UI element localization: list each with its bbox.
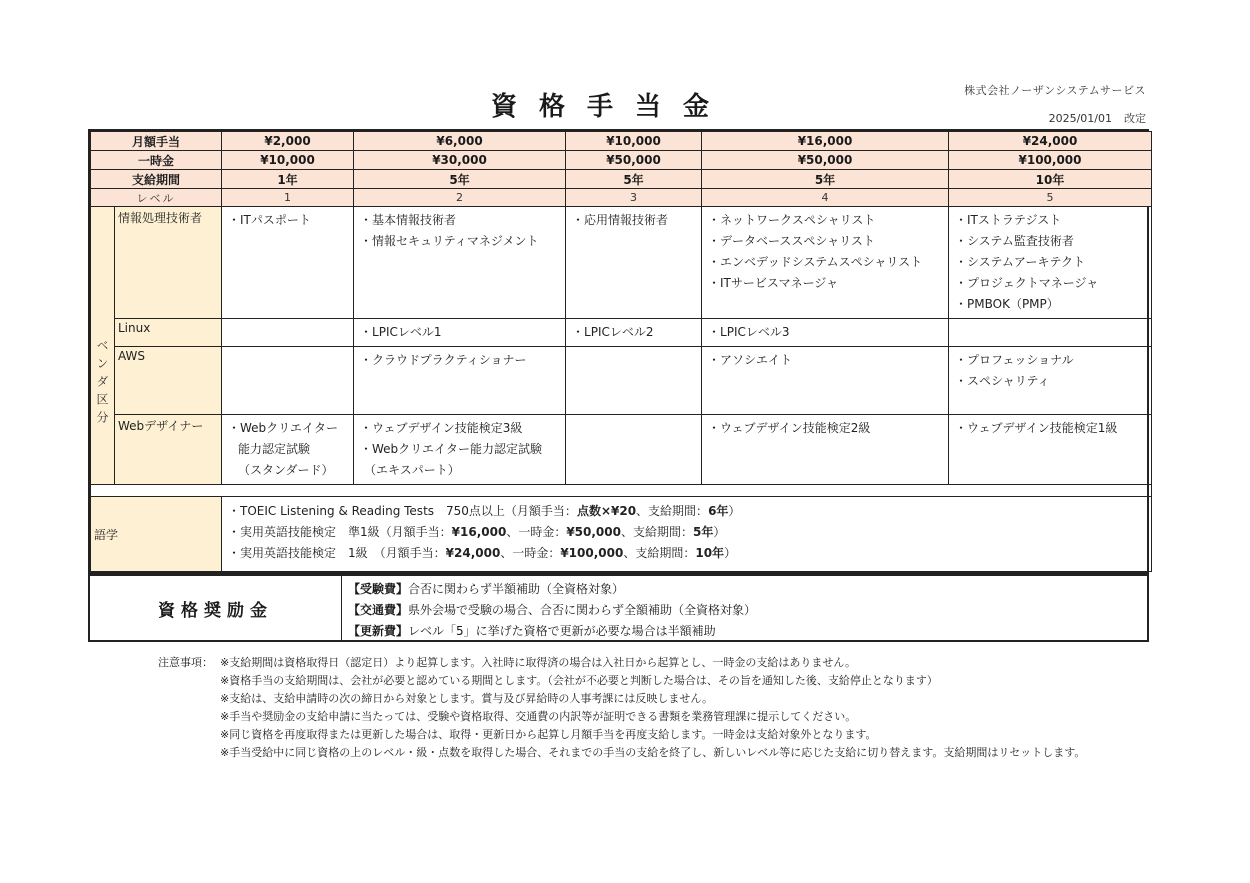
text-bold: ¥100,000 (560, 546, 624, 560)
note-text: ※手当受給中に同じ資格の上のレベル・級・点数を取得した場合、それまでの手当の支給を終了し、新しいレベル等に応じた支給に切り替えます。支給期間はリセットします。 (220, 746, 1086, 759)
incentive-text: 合否に関わらず半額補助（全資格対象） (408, 582, 625, 596)
cert-item: （エキスパート） (364, 463, 460, 477)
cert-cell (949, 415, 1152, 485)
note-text: ※支給期間は資格取得日（認定日）より起算します。入社時に取得済の場合は入社日から起算とし、一時金の支給はありません。 (220, 656, 856, 669)
lump-sum-value: ¥30,000 (354, 151, 566, 170)
period-value: 10年 (949, 170, 1152, 189)
monthly-value: ¥16,000 (702, 132, 949, 151)
cert-item: ・基本情報技術者 (360, 213, 457, 227)
revised-label: 改定 (1124, 112, 1146, 125)
text: 、支給期間： (623, 546, 696, 560)
text: 、支給期間： (620, 525, 693, 539)
notes-indent (158, 708, 220, 726)
text-bold: ¥16,000 (451, 525, 507, 539)
incentive-key: 【更新費】 (348, 624, 409, 638)
revision-info (1049, 110, 1146, 126)
company-name: 株式会社ノーザンシステムサービス (964, 84, 1146, 97)
language-label: 語学 (91, 497, 222, 572)
note-row (158, 690, 1085, 708)
cert-cell (702, 347, 949, 415)
notes-indent (158, 690, 220, 708)
category-label: AWS (115, 347, 222, 415)
cert-cell (702, 207, 949, 319)
cert-cell (354, 207, 566, 319)
row-label-lump-sum: 一時金 (91, 151, 222, 170)
cert-cell (949, 207, 1152, 319)
notes-indent (158, 672, 220, 690)
cert-item: ・ウェブデザイン技能検定3級 (360, 421, 523, 435)
level-value: 2 (354, 189, 566, 207)
monthly-value: ¥2,000 (222, 132, 354, 151)
period-value: 5年 (354, 170, 566, 189)
allowance-table (88, 129, 1149, 574)
note-text: ※支給は、支給申請時の次の締日から対象とします。賞与及び昇給時の人事考課には反映しません。 (220, 692, 713, 705)
notes-label: 注意事項： (158, 656, 213, 669)
spacer-row (91, 485, 1152, 497)
monthly-value: ¥10,000 (566, 132, 702, 151)
note-row (158, 672, 1085, 690)
level-value: 3 (566, 189, 702, 207)
text: ・実用英語技能検定 準1級（月額手当： (228, 525, 452, 539)
cert-cell (222, 347, 354, 415)
cert-item: ・Webクリエイター能力認定試験 (360, 442, 542, 456)
incentive-box (88, 574, 1149, 642)
cert-cell (354, 415, 566, 485)
cert-item: ・ITパスポート (228, 213, 311, 227)
language-row (91, 497, 1152, 572)
cert-item: ・ネットワークスペシャリスト (708, 213, 876, 227)
note-row (158, 726, 1085, 744)
notes-indent (158, 726, 220, 744)
cert-item: ・データベーススペシャリスト (708, 234, 875, 248)
text-bold: 10年 (695, 546, 725, 560)
text: ・実用英語技能検定 1級 （月額手当： (228, 546, 446, 560)
cert-item: ・プロフェッショナル (955, 353, 1074, 367)
cert-item: ・クラウドプラクティショナー (360, 353, 527, 367)
cert-item: ・LPICレベル3 (708, 325, 790, 339)
text-bold: ¥50,000 (566, 525, 621, 539)
cert-item: ・システムアーキテクト (955, 255, 1085, 269)
monthly-value: ¥6,000 (354, 132, 566, 151)
cert-cell (566, 207, 702, 319)
cert-cell (566, 347, 702, 415)
cert-item: （スタンダード） (238, 463, 334, 477)
text: ） (713, 525, 726, 539)
cert-item: ・情報セキュリティマネジメント (360, 234, 539, 248)
category-row-info-processing (91, 207, 1152, 319)
language-item-toeic (228, 501, 1145, 522)
category-label: 情報処理技術者 (115, 207, 222, 319)
cert-item: ・システム監査技術者 (955, 234, 1074, 248)
cert-item: ・エンベデッドシステムスペシャリスト (708, 255, 923, 269)
page-title: 資格手当金 (490, 92, 731, 122)
cert-item: ・アソシエイト (708, 353, 793, 367)
level-value: 5 (949, 189, 1152, 207)
row-label-monthly: 月額手当 (91, 132, 222, 151)
monthly-row (91, 132, 1152, 151)
cert-cell (949, 319, 1152, 347)
text-bold: 点数×¥20 (576, 504, 637, 518)
text: 、一時金： (500, 546, 561, 560)
cert-cell (354, 347, 566, 415)
language-cell (222, 497, 1152, 572)
category-row-aws (91, 347, 1152, 415)
incentive-text: 県外会場で受験の場合、合否に関わらず全額補助（全資格対象） (408, 603, 757, 617)
text: ） (728, 504, 741, 518)
category-label: Linux (115, 319, 222, 347)
lump-sum-row (91, 151, 1152, 170)
incentive-body (342, 576, 762, 640)
text: 、支給期間： (636, 504, 709, 518)
text: 、一時金： (506, 525, 567, 539)
note-text: ※同じ資格を再度取得または更新した場合は、取得・更新日から起算し月額手当を再度支給します。一時金は支給対象外となります。 (220, 728, 877, 741)
incentive-key: 【受験費】 (348, 582, 409, 596)
note-text: ※資格手当の支給期間は、会社が必要と認めている期間とします。（会社が不必要と判断した場合は、その旨を通知した後、支給停止となります） (220, 674, 938, 687)
period-row (91, 170, 1152, 189)
monthly-value: ¥24,000 (949, 132, 1152, 151)
vendor-label-cell (91, 207, 115, 485)
row-label-level: レベル (91, 189, 222, 207)
cert-item: ・LPICレベル2 (572, 325, 654, 339)
text-bold: 5年 (693, 525, 714, 539)
lump-sum-value: ¥100,000 (949, 151, 1152, 170)
lump-sum-value: ¥10,000 (222, 151, 354, 170)
incentive-key: 【交通費】 (348, 603, 409, 617)
note-row (158, 654, 1085, 672)
note-row (158, 708, 1085, 726)
cert-item: 能力認定試験 (238, 442, 311, 456)
level-value: 1 (222, 189, 354, 207)
note-text: ※手当や奨励金の支給申請に当たっては、受験や資格取得、交通費の内訳等が証明できる書類を業務管理課に提示してください。 (220, 710, 857, 723)
language-item-eiken-pre1 (228, 522, 1145, 543)
period-value: 5年 (702, 170, 949, 189)
revised-date: 2025/01/01 (1048, 112, 1112, 125)
incentive-title: 資格奨励金 (90, 576, 342, 640)
notes-section (158, 654, 1085, 762)
text: ・TOEIC Listening & Reading Tests 750点以上（月額手当： (228, 504, 577, 518)
period-value: 1年 (222, 170, 354, 189)
cert-cell (354, 319, 566, 347)
incentive-row-transport (348, 600, 756, 621)
cert-cell (222, 207, 354, 319)
text-bold: ¥24,000 (445, 546, 501, 560)
incentive-row-renewal (348, 621, 756, 642)
note-row (158, 744, 1085, 762)
cert-item: ・ウェブデザイン技能検定1級 (955, 421, 1118, 435)
period-value: 5年 (566, 170, 702, 189)
cert-cell (949, 347, 1152, 415)
cert-cell (702, 319, 949, 347)
row-label-period: 支給期間 (91, 170, 222, 189)
lump-sum-value: ¥50,000 (702, 151, 949, 170)
cert-cell (566, 319, 702, 347)
cert-cell (222, 319, 354, 347)
text: ） (724, 546, 737, 560)
language-item-eiken-1 (228, 543, 1145, 564)
cert-item: ・LPICレベル1 (360, 325, 442, 339)
text-bold: 6年 (708, 504, 729, 518)
cert-item: ・ITストラテジスト (955, 213, 1062, 227)
cert-cell (702, 415, 949, 485)
cert-cell (222, 415, 354, 485)
cert-item: ・スペシャリティ (955, 374, 1050, 388)
incentive-row-exam-fee (348, 579, 756, 600)
category-row-linux (91, 319, 1152, 347)
cert-item: ・PMBOK（PMP） (955, 297, 1059, 311)
cert-item: ・ウェブデザイン技能検定2級 (708, 421, 871, 435)
category-label: Webデザイナー (115, 415, 222, 485)
category-row-web-designer (91, 415, 1152, 485)
lump-sum-value: ¥50,000 (566, 151, 702, 170)
level-value: 4 (702, 189, 949, 207)
level-row (91, 189, 1152, 207)
notes-indent (158, 744, 220, 762)
cert-item: ・ITサービスマネージャ (708, 276, 839, 290)
cert-item: ・応用情報技術者 (572, 213, 669, 227)
cert-cell (566, 415, 702, 485)
cert-item: ・Webクリエイター (228, 421, 338, 435)
cert-item: ・プロジェクトマネージャ (955, 276, 1099, 290)
incentive-text: レベル「5」に挙げた資格で更新が必要な場合は半額補助 (408, 624, 716, 638)
vendor-label: ベンダ区分 (95, 339, 109, 429)
